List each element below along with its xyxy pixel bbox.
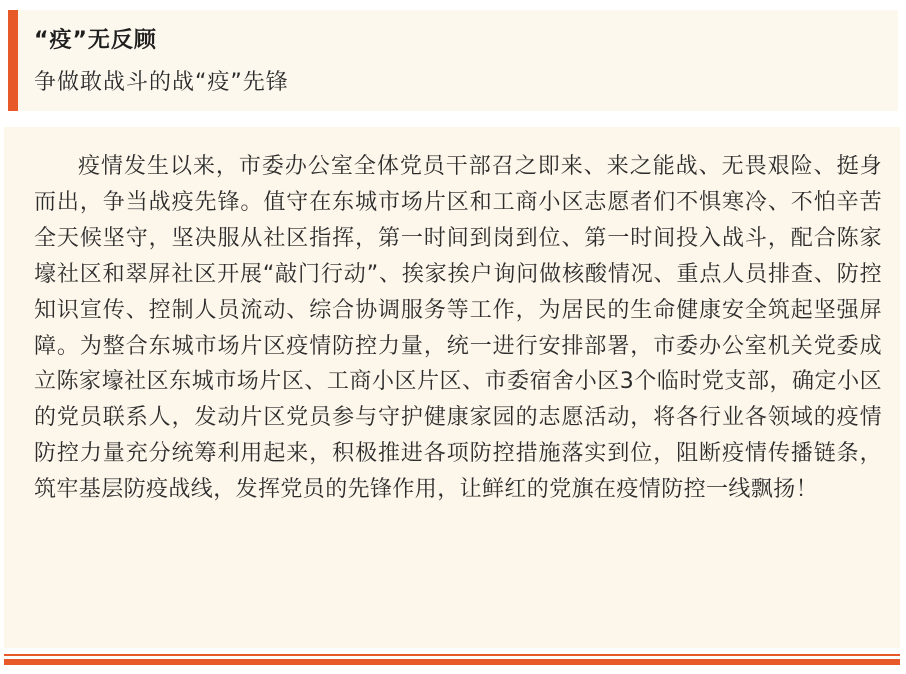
article-paragraph: 疫情发生以来，市委办公室全体党员干部召之即来、来之能战、无畏艰险、挺身而出，争当战疫先锋。值守在东城市场片区和工商小区志愿者们不惧寒冷、不怕辛苦全天候坚守，坚决服从社区指挥，第一时间到岗到位、第一时间投入战斗，配合陈家壕社区和翠屏社区开展“敲门行动”、挨家挨户询问做核酸情况、重点人员排查、防控知识宣传、控制人员流动、综合协调服务等工作，为居民的生命健康安全筑起坚强屏障。为整合东城市场片区疫情防控力量，统一进行安排部署，市委办公室机关党委成立陈家壕社区东城市场片区、工商小区片区、市委宿舍小区3个临时党支部，确定小区的党员联系人，发动片区党员参与守护健康家园的志愿活动，将各行业各领域的疫情防控力量充分统筹利用起来，积极推进各项防控措施落实到位，阻断疫情传播链条，筑牢基层防疫战线，发挥党员的先锋作用，让鲜红的党旗在疫情防控一线飘扬！ — [34, 154, 882, 503]
accent-bar — [8, 10, 18, 111]
section-subtitle: 争做敢战斗的战“疫”先锋 — [34, 70, 289, 95]
article-body — [4, 127, 900, 648]
divider-thin-line — [4, 654, 900, 656]
divider-thick-line — [4, 659, 900, 665]
section-header — [8, 10, 898, 111]
section-title: “疫”无反顾 — [34, 28, 157, 53]
